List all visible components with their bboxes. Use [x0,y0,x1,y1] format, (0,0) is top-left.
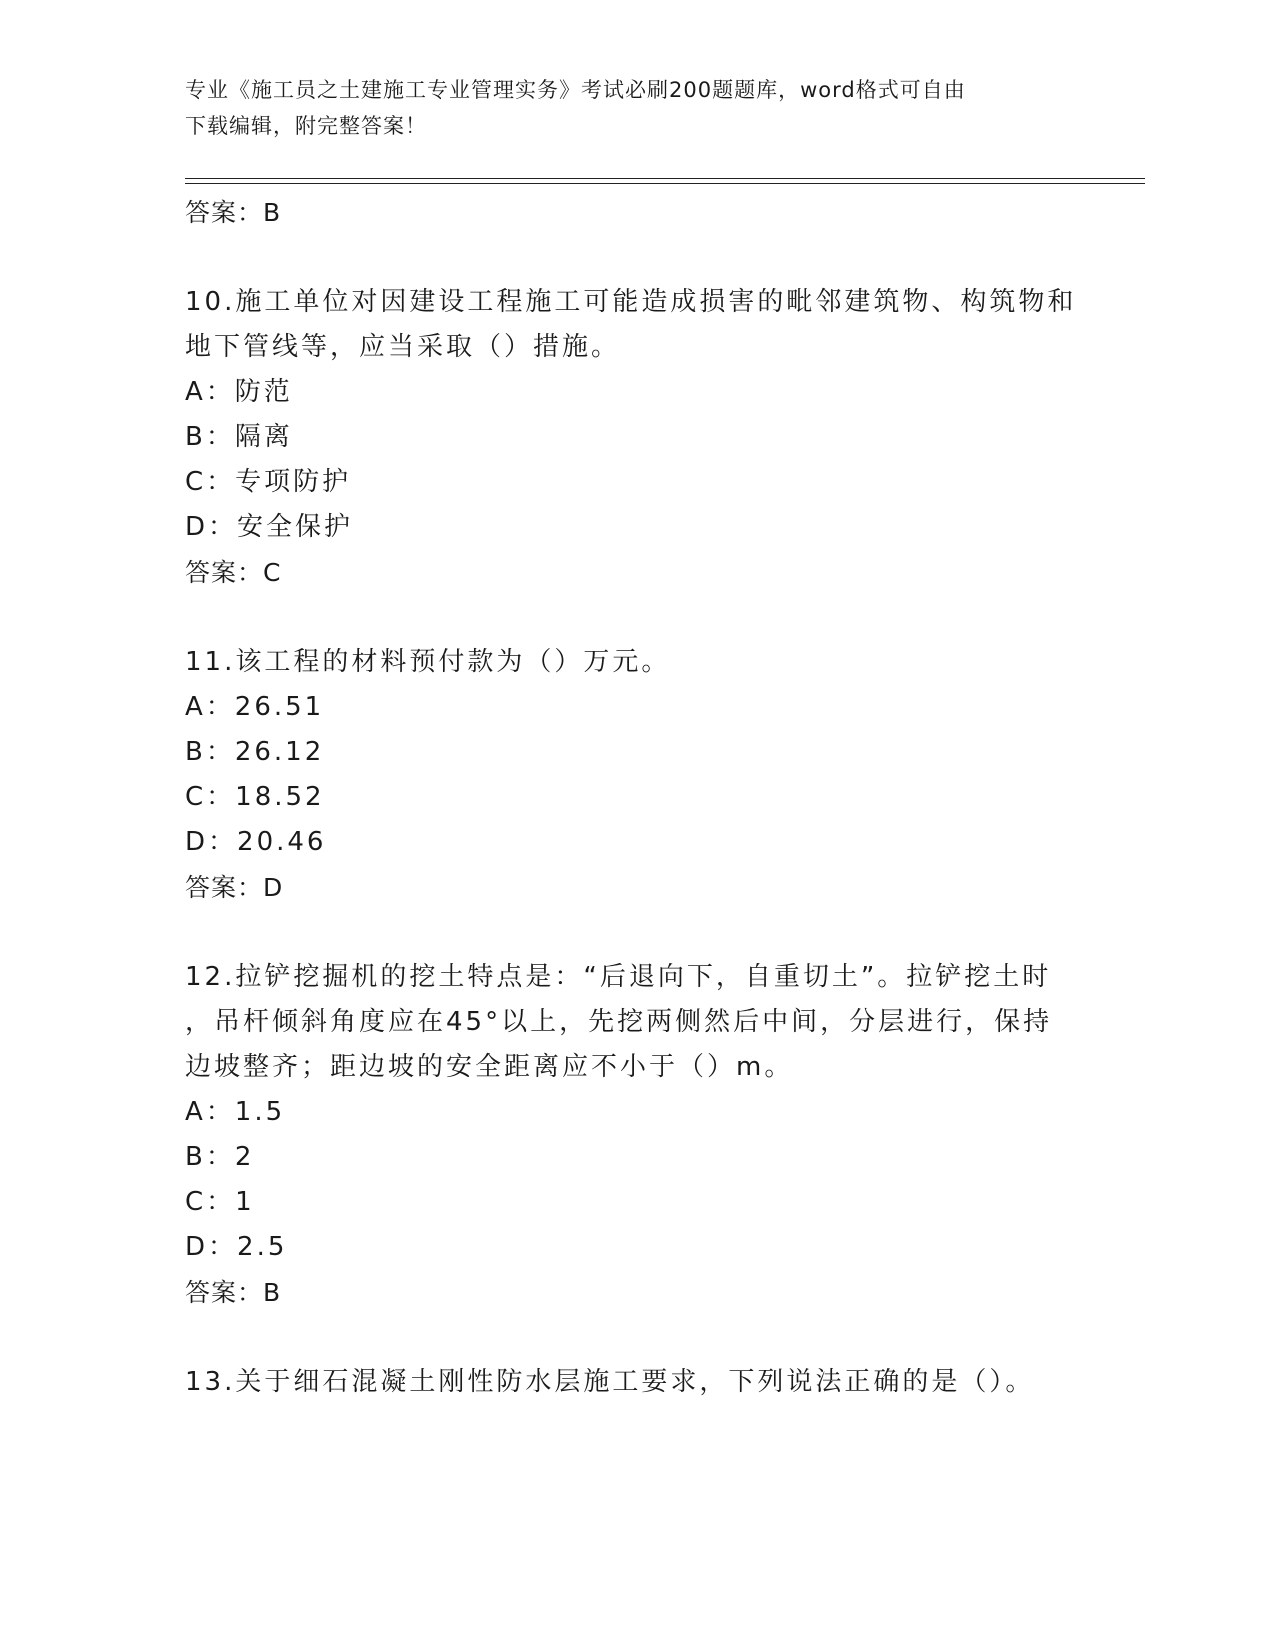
question-10 [185,280,1085,595]
answer-value: D [263,873,284,902]
option-a: A：防范 [185,377,293,407]
option-b: B：隔离 [185,422,293,452]
option-d: D：安全保护 [185,512,354,542]
answer-line [185,190,1085,235]
answer-line [185,550,1085,595]
option-d: D：2.5 [185,1232,288,1262]
question-11 [185,640,1085,910]
option-b: B：26.12 [185,737,325,767]
question-13 [185,1360,1085,1405]
answer-prefix: 答案： [185,873,264,902]
question-text: 边坡整齐；距边坡的安全距离应不小于（）m。 [185,1052,794,1082]
header-line: 下载编辑，附完整答案！ [185,114,427,138]
question-text: 12.拉铲挖掘机的挖土特点是：“后退向下，自重切土”。拉铲挖土时 [185,962,1052,992]
header-rule [185,183,1145,184]
option-b: B：2 [185,1142,255,1172]
answer-prefix: 答案： [185,198,264,227]
option-c: C：1 [185,1187,255,1217]
header-line: 专业《施工员之土建施工专业管理实务》考试必刷200题题库，word格式可自由 [185,78,966,102]
answer-value: B [263,1278,282,1307]
header-rule [185,178,1145,179]
question-list [185,190,1085,1405]
document-header [185,72,1085,144]
option-c: C：专项防护 [185,467,352,497]
question-text: 13.关于细石混凝土刚性防水层施工要求，下列说法正确的是（）。 [185,1367,1035,1397]
answer-prefix: 答案： [185,1278,264,1307]
question-text: 11.该工程的材料预付款为（）万元。 [185,647,671,677]
option-a: A：26.51 [185,692,325,722]
question-text: 地下管线等，应当采取（）措施。 [185,332,621,362]
answer-value: C [263,558,282,587]
option-a: A：1.5 [185,1097,286,1127]
question-text: 10.施工单位对因建设工程施工可能造成损害的毗邻建筑物、构筑物和 [185,287,1077,317]
answer-line [185,865,1085,910]
question-text: ，吊杆倾斜角度应在45°以上，先挖两侧然后中间，分层进行，保持 [185,1007,1053,1037]
option-d: D：20.46 [185,827,327,857]
answer-line [185,1270,1085,1315]
answer-value: B [263,198,282,227]
option-c: C：18.52 [185,782,325,812]
answer-prefix: 答案： [185,558,264,587]
question-12 [185,955,1085,1315]
